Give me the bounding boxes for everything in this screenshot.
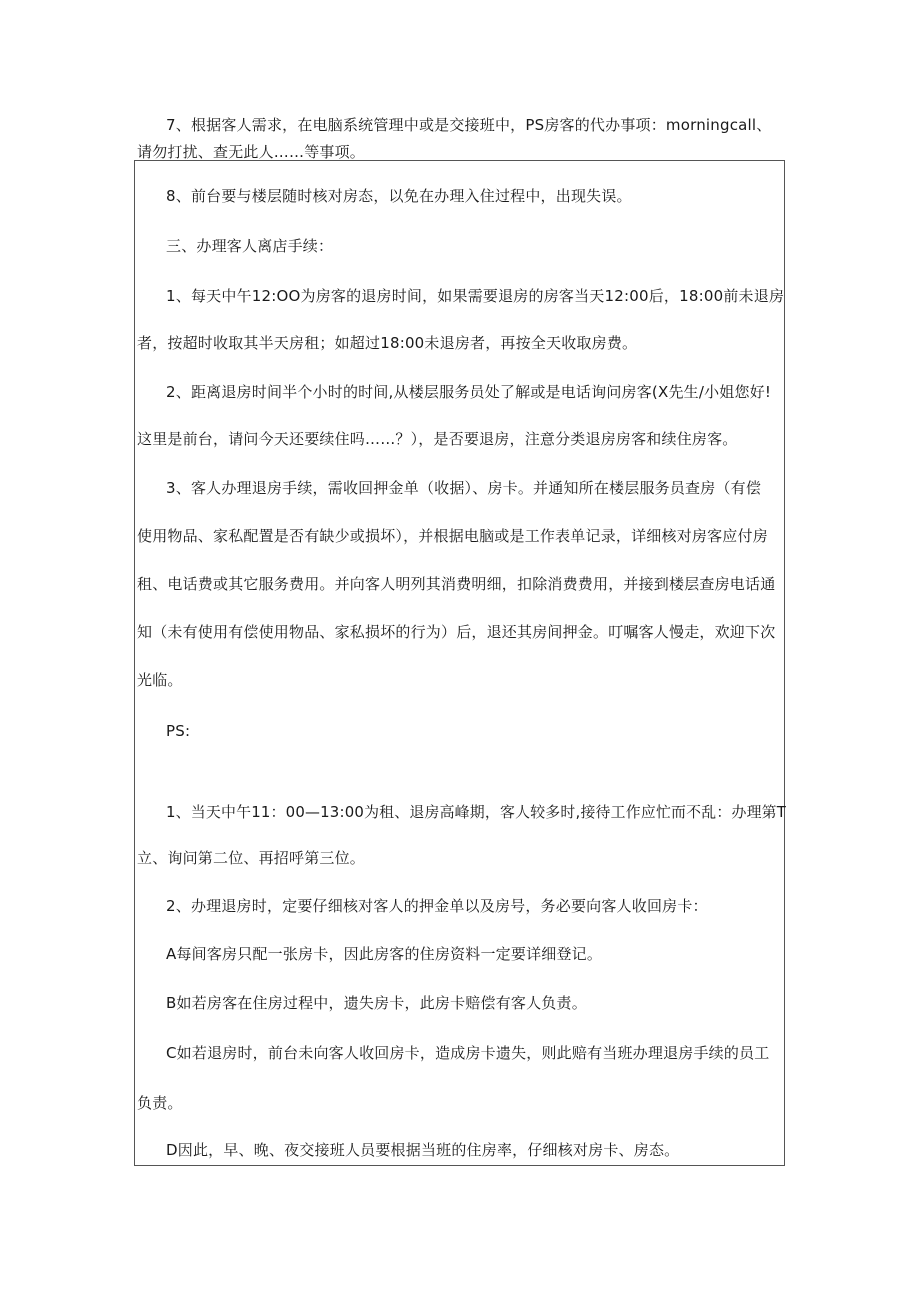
item-3-line-4: 知（未有使用有偿使用物品、家私损坏的行为）后，退还其房间押金。叮嘱客人慢走，欢迎下次 xyxy=(137,623,776,641)
paragraph-7-line-2: 请勿打扰、查无此人……等事项。 xyxy=(137,143,366,161)
ps-1-line-2: 立、询问第二位、再招呼第三位。 xyxy=(137,849,366,867)
item-1-line-1: 1、每天中午12:OO为房客的退房时间，如果需要退房的房客当天12:00后，18:00前未退房 xyxy=(166,287,785,305)
ps-2-a: A每间客房只配一张房卡，因此房客的住房资料一定要详细登记。 xyxy=(166,945,603,963)
ps-2-b: B如若房客在住房过程中，遗失房卡，此房卡赔偿有客人负责。 xyxy=(166,994,587,1012)
item-2-line-1: 2、距离退房时间半个小时的时间,从楼层服务员处了解或是电话询问房客(X先生/小姐您好! xyxy=(166,383,772,401)
ps-heading: PS: xyxy=(166,722,191,740)
content-box xyxy=(134,160,785,1166)
item-3-line-2: 使用物品、家私配置是否有缺少或损坏），并根据电脑或是工作表单记录，详细核对房客应付房 xyxy=(137,527,768,545)
item-3-line-3: 租、电话费或其它服务费用。并向客人明列其消费明细，扣除消费费用，并接到楼层查房电话通 xyxy=(137,575,776,593)
ps-2-c-line-1: C如若退房时，前台未向客人收回房卡，造成房卡遗失，则此赔有当班办理退房手续的员工 xyxy=(166,1044,770,1062)
item-1-line-2: 者，按超时收取其半天房租；如超过18:00未退房者，再按全天收取房费。 xyxy=(137,334,638,352)
ps-2-c-line-2: 负责。 xyxy=(137,1094,183,1112)
item-3-line-1: 3、客人办理退房手续，需收回押金单（收据）、房卡。并通知所在楼层服务员查房（有偿 xyxy=(166,479,762,497)
item-3-line-5: 光临。 xyxy=(137,671,183,689)
paragraph-7-line-1: 7、根据客人需求，在电脑系统管理中或是交接班中，PS房客的代办事项：morningcall、 xyxy=(166,116,772,134)
section-heading-checkout: 三、办理客人离店手续： xyxy=(166,237,334,255)
ps-1-line-1: 1、当天中午11：00—13:00为租、退房高峰期，客人较多时,接待工作应忙而不乱：办理第T xyxy=(166,803,787,821)
item-2-line-2: 这里是前台，请问今天还要续住吗……？），是否要退房，注意分类退房房客和续住房客。 xyxy=(137,430,738,448)
paragraph-8: 8、前台要与楼层随时核对房态，以免在办理入住过程中，出现失误。 xyxy=(166,187,632,205)
ps-2: 2、办理退房时，定要仔细核对客人的押金单以及房号，务必要向客人收回房卡： xyxy=(166,897,708,915)
ps-2-d: D因此，早、晚、夜交接班人员要根据当班的住房率，仔细核对房卡、房态。 xyxy=(166,1141,680,1159)
